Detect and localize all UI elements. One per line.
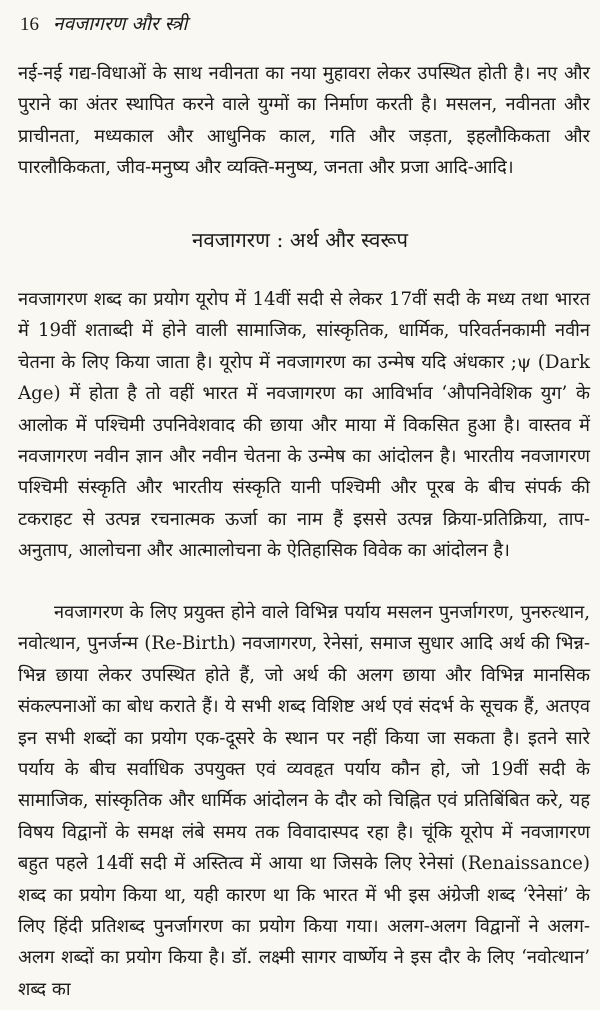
section-heading: नवजागरण : अर्थ और स्वरूप: [191, 228, 409, 252]
body-paragraph-2: नवजागरण के लिए प्रयुक्त होने वाले विभिन्न पर्याय मसलन पुनर्जागरण, पुनरुत्थान, नवोत्थान, पुनर्जन्म (Re-Birth) नवजागरण, रेनेसां, समाज सुधार आदि अर्थ की भिन्न-भिन्न छाया लेकर उपस्थित होते हैं, जो अर्थ की अलग छाया और विभिन्न मानसिक संकल्पनाओं का बोध कराते हैं। ये सभी शब्द विशिष्ट अर्थ एवं संदर्भ के सूचक हैं, अतएव इन सभी शब्दों का प्रयोग एक-दूसरे के स्थान पर नहीं किया जा सकता है। इतने सारे पर्याय के बीच सर्वाधिक उपयुक्त एवं व्यवहृत पर्याय कौन हो, जो 19वीं सदी के सामाजिक, सांस्कृतिक और धार्मिक आंदोलन के दौर को चिह्नित एवं प्रतिबिंबित करे, यह विषय विद्वानों के समक्ष लंबे समय तक विवादास्पद रहा है। चूंकि यूरोप में नवजागरण बहुत पहले 14वीं सदी में अस्तित्व में आया था जिसके लिए रेनेसां (Renaissance) शब्द का प्रयोग किया था, यही कारण था कि भारत में भी इस अंग्रेजी शब्द ‘रेनेसां’ के लिए हिंदी प्रतिशब्द पुनर्जागरण का प्रयोग किया गया। अलग-अलग विद्वानों ने अलग-अलग शब्दों का प्रयोग किया है। डॉ. लक्ष्मी सागर वार्ष्णेय ने इस दौर के लिए ‘नवोत्थान’ शब्द का: [18, 602, 590, 1000]
page-header: [20, 12, 187, 37]
page-number: 16: [20, 14, 39, 35]
intro-paragraph: नई-नई गद्य-विधाओं के साथ नवीनता का नया मुहावरा लेकर उपस्थित होती है। नए और पुराने का अंतर स्थापित करने वाले युग्मों का निर्माण करती है। मसलन, नवीनता और प्राचीनता, मध्यकाल और आधुनिक काल, गति और जड़ता, इहलौकिकता और पारलौकिकता, जीव-मनुष्य और व्यक्ति-मनुष्य, जनता और प्रजा आदि-आदि।: [18, 63, 590, 179]
body-paragraph-1: नवजागरण शब्द का प्रयोग यूरोप में 14वीं सदी से लेकर 17वीं सदी के मध्य तथा भारत में 19वीं शताब्दी में होने वाली सामाजिक, सांस्कृतिक, धार्मिक, परिवर्तनकामी नवीन चेतना के लिए किया जाता है। यूरोप में नवजागरण का उन्मेष यदि अंधकार ;ψ (Dark Age) में होता है तो वहीं भारत में नवजागरण का आविर्भाव ‘औपनिवेशिक युग’ के आलोक में पश्चिमी उपनिवेशवाद की छाया और माया में विकसित हुआ है। वास्तव में नवजागरण नवीन ज्ञान और नवीन चेतना के उन्मेष का आंदोलन है। भारतीय नवजागरण पश्चिमी संस्कृति और भारतीय संस्कृति यानी पश्चिमी और पूरब के बीच संपर्क की टकराहट से उत्पन्न रचनात्मक ऊर्जा का नाम हैं इससे उत्पन्न क्रिया-प्रतिक्रिया, ताप-अनुताप, आलोचना और आत्मालोचना के ऐतिहासिक विवेक का आंदोलन है।: [18, 289, 590, 562]
running-title: नवजागरण और स्त्री: [53, 13, 188, 35]
